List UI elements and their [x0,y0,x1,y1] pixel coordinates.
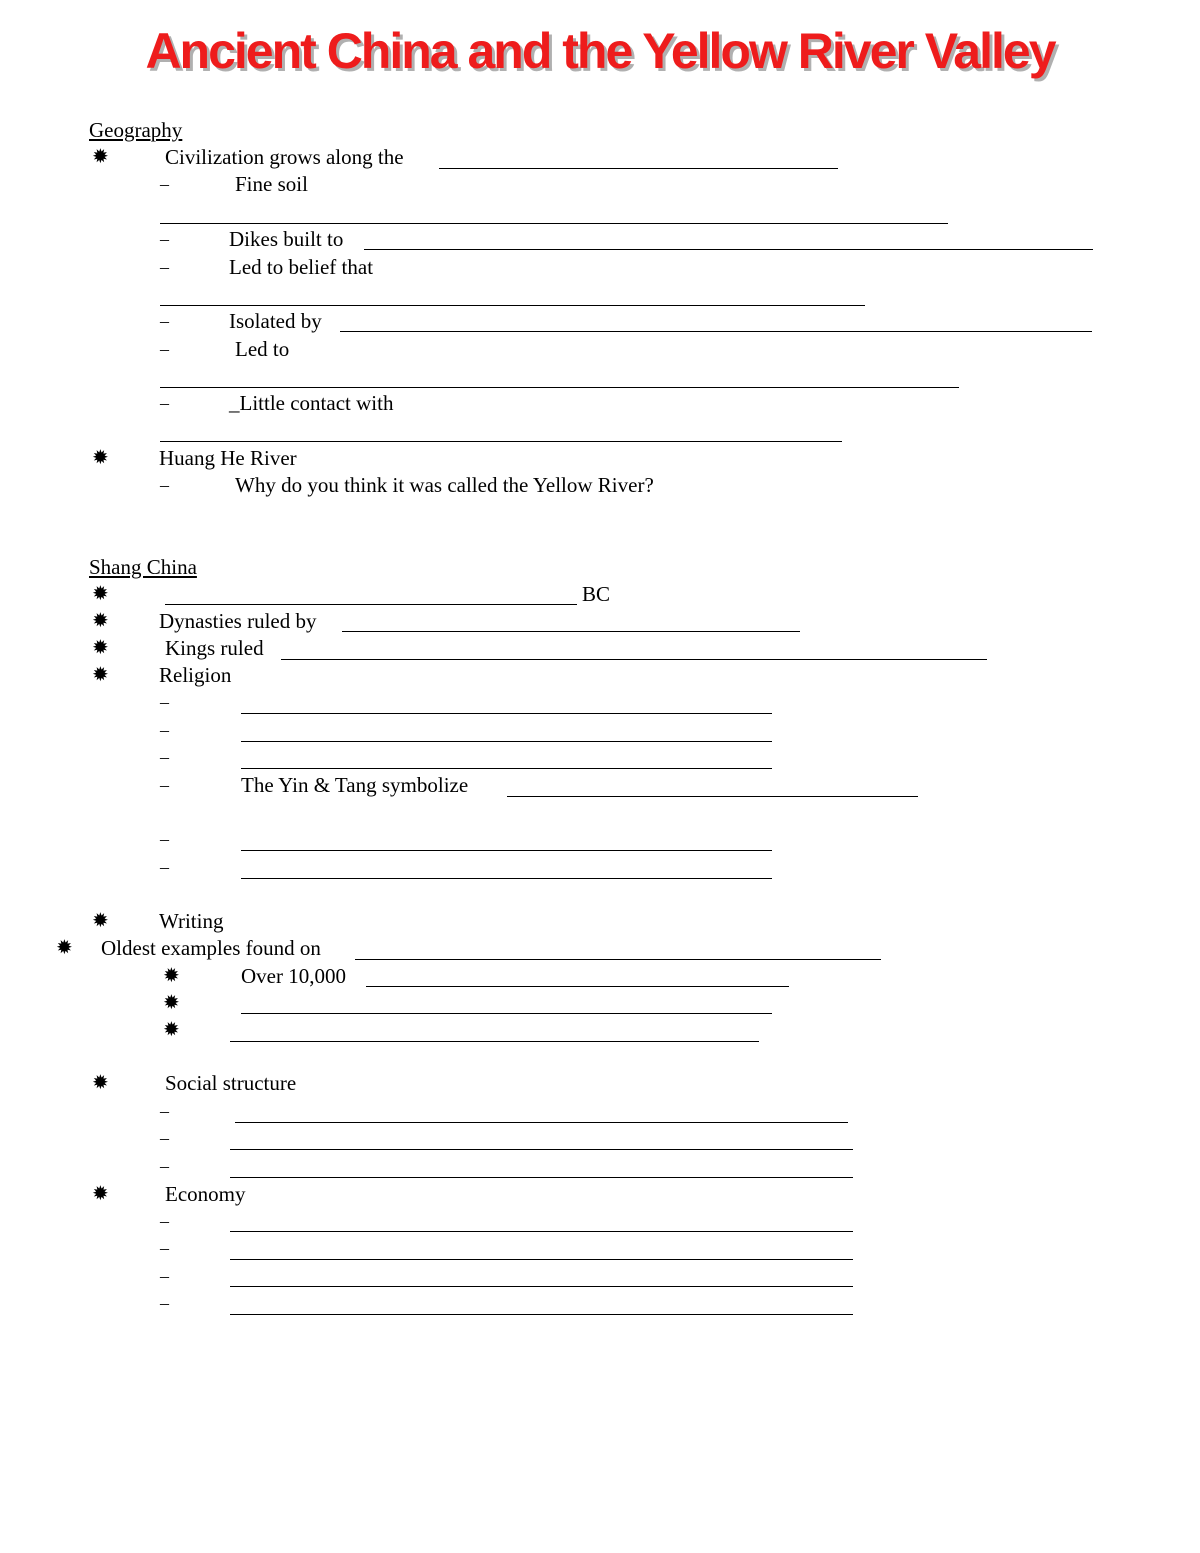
economy-label: Economy [165,1182,246,1206]
blank-line[interactable] [342,631,800,632]
dash-icon: – [160,257,169,277]
blank-line[interactable] [241,741,772,742]
blank-line[interactable] [165,604,577,605]
civilization-label: Civilization grows along the [165,145,404,169]
blank-line[interactable] [160,223,948,224]
dash-icon: – [160,1266,169,1286]
blank-line[interactable] [439,168,838,169]
blank-line[interactable] [364,249,1093,250]
dash-icon: – [160,229,169,249]
blank-line[interactable] [241,878,772,879]
blank-line[interactable] [230,1177,853,1178]
kings-label: Kings ruled [165,636,264,660]
bullet-icon: ✹ [92,146,109,168]
bullet-icon: ✹ [92,664,109,686]
dash-icon: – [160,1156,169,1176]
blank-line[interactable] [230,1041,759,1042]
bullet-icon: ✹ [92,447,109,469]
blank-line[interactable] [160,441,842,442]
dash-icon: – [160,1293,169,1313]
blank-line[interactable] [230,1286,853,1287]
page-title: Ancient China and the Yellow River Valley [145,23,1055,79]
dash-icon: – [160,475,169,495]
blank-line[interactable] [241,1013,772,1014]
dikes-label: Dikes built to [229,227,344,251]
bullet-icon: ✹ [163,965,180,987]
religion-label: Religion [159,663,232,687]
blank-line[interactable] [160,387,959,388]
writing-label: Writing [159,909,224,933]
bullet-icon: ✹ [92,610,109,632]
blank-line[interactable] [235,1122,848,1123]
dash-icon: – [160,1128,169,1148]
blank-line[interactable] [230,1231,853,1232]
huang-he-label: Huang He River [159,446,297,470]
why-yellow-question: Why do you think it was called the Yellow River? [235,473,654,497]
dash-icon: – [160,747,169,767]
bullet-icon: ✹ [163,992,180,1014]
blank-line[interactable] [281,659,987,660]
dash-icon: – [160,393,169,413]
blank-line[interactable] [507,796,918,797]
belief-label: Led to belief that [229,255,374,279]
bullet-icon: ✹ [92,583,109,605]
blank-line[interactable] [230,1314,853,1315]
little-contact-label: _Little contact with [229,391,394,415]
bullet-icon: ✹ [92,637,109,659]
fine-soil-label: Fine soil [235,172,308,196]
blank-line[interactable] [340,331,1092,332]
geography-heading: Geography [89,118,183,142]
blank-line[interactable] [241,713,772,714]
yin-tang-label: The Yin & Tang symbolize [241,773,469,797]
dash-icon: – [160,1211,169,1231]
dash-icon: – [160,857,169,877]
dash-icon: – [160,1101,169,1121]
dynasties-label: Dynasties ruled by [159,609,317,633]
dash-icon: – [160,174,169,194]
blank-line[interactable] [241,768,772,769]
bullet-icon: ✹ [163,1019,180,1041]
dash-icon: – [160,720,169,740]
blank-line[interactable] [355,959,881,960]
bullet-icon: ✹ [92,910,109,932]
social-structure-label: Social structure [165,1071,297,1095]
dash-icon: – [160,692,169,712]
dash-icon: – [160,311,169,331]
bullet-icon: ✹ [92,1072,109,1094]
blank-line[interactable] [366,986,789,987]
bc-label: BC [582,582,611,606]
blank-line[interactable] [230,1259,853,1260]
dash-icon: – [160,1238,169,1258]
dash-icon: – [160,339,169,359]
led-to-label: Led to [235,337,290,361]
dash-icon: – [160,829,169,849]
oldest-label: Oldest examples found on [101,936,321,960]
over-label: Over 10,000 [241,964,346,988]
bullet-icon: ✹ [92,1183,109,1205]
blank-line[interactable] [241,850,772,851]
blank-line[interactable] [160,305,865,306]
blank-line[interactable] [230,1149,853,1150]
shang-heading: Shang China [89,555,197,579]
isolated-label: Isolated by [229,309,322,333]
bullet-icon: ✹ [56,937,73,959]
dash-icon: – [160,775,169,795]
